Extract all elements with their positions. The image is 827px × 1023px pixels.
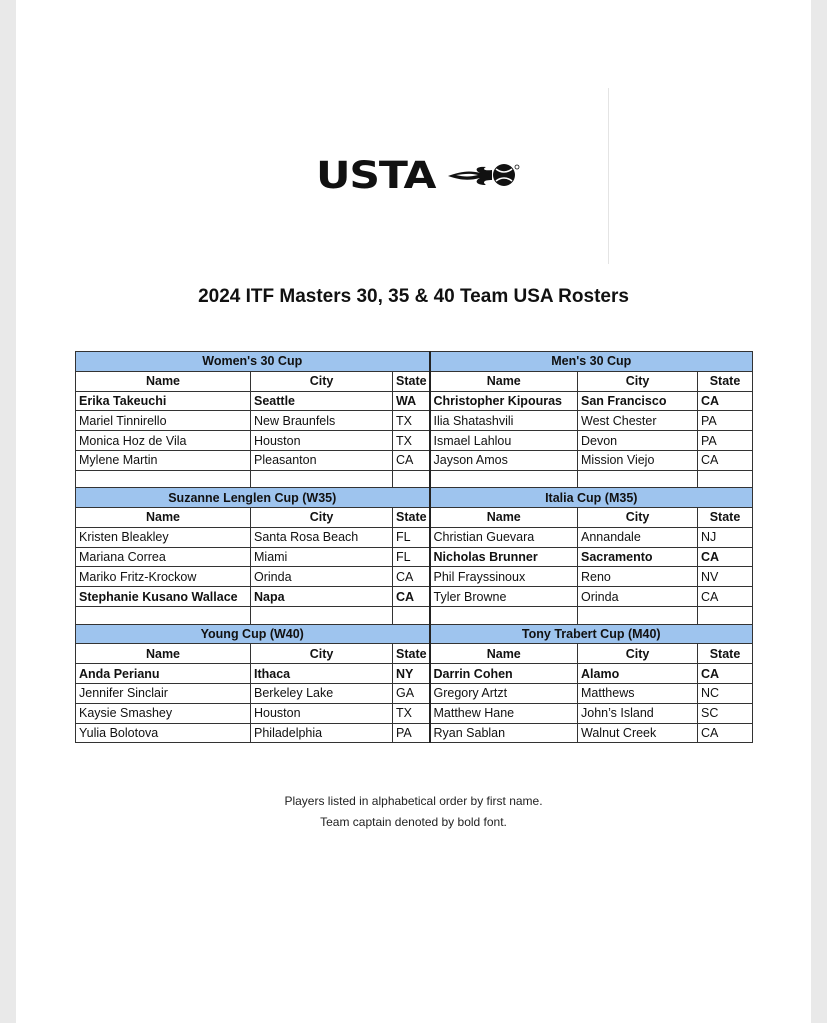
player-city: Seattle: [251, 391, 393, 411]
player-name: Anda Perianu: [76, 664, 251, 684]
player-state: CA: [698, 723, 753, 743]
empty-cell: [393, 470, 430, 488]
flaming-ball-icon: [446, 160, 520, 190]
player-name: Matthew Hane: [430, 703, 578, 723]
column-header-city: City: [251, 508, 393, 528]
player-state: GA: [393, 683, 430, 703]
column-header-name: Name: [430, 371, 578, 391]
player-name: Christopher Kipouras: [430, 391, 578, 411]
player-name: Tyler Browne: [430, 587, 578, 607]
column-header-state: State: [698, 508, 753, 528]
player-city: Annandale: [578, 527, 698, 547]
player-state: PA: [698, 411, 753, 431]
column-header-row: [76, 644, 753, 664]
player-name: Kaysie Smashey: [76, 703, 251, 723]
player-name: Mariana Correa: [76, 547, 251, 567]
column-header-city: City: [251, 371, 393, 391]
cup-title: Italia Cup (M35): [430, 488, 753, 508]
player-row: [76, 391, 753, 411]
player-city: Mission Viejo: [578, 450, 698, 470]
player-name: Jayson Amos: [430, 450, 578, 470]
column-header-name: Name: [76, 508, 251, 528]
player-city: Matthews: [578, 683, 698, 703]
column-header-name: Name: [430, 508, 578, 528]
cup-header-row: [76, 488, 753, 508]
player-row: [76, 703, 753, 723]
player-state: FL: [393, 547, 430, 567]
player-city: Alamo: [578, 664, 698, 684]
empty-cell: [578, 607, 698, 625]
player-name: Phil Frayssinoux: [430, 567, 578, 587]
player-state: TX: [393, 703, 430, 723]
cup-title: Women's 30 Cup: [76, 352, 430, 372]
empty-cell: [251, 607, 393, 625]
player-name: Erika Takeuchi: [76, 391, 251, 411]
player-name: Mariel Tinnirello: [76, 411, 251, 431]
cup-title: Young Cup (W40): [76, 624, 430, 644]
player-name: Mariko Fritz-Krockow: [76, 567, 251, 587]
column-header-city: City: [578, 371, 698, 391]
empty-cell: [698, 607, 753, 625]
player-state: CA: [698, 664, 753, 684]
logo-wordmark: USTA: [316, 154, 436, 197]
player-city: Walnut Creek: [578, 723, 698, 743]
player-name: Ryan Sablan: [430, 723, 578, 743]
player-name: Stephanie Kusano Wallace: [76, 587, 251, 607]
player-city: Philadelphia: [251, 723, 393, 743]
cup-header-row: [76, 352, 753, 372]
empty-cell: [698, 470, 753, 488]
player-city: Reno: [578, 567, 698, 587]
usta-logo: [316, 156, 526, 196]
player-state: CA: [393, 567, 430, 587]
column-header-name: Name: [76, 371, 251, 391]
player-city: Orinda: [578, 587, 698, 607]
player-state: PA: [698, 431, 753, 451]
player-city: Houston: [251, 703, 393, 723]
player-city: John’s Island: [578, 703, 698, 723]
player-row: [76, 664, 753, 684]
player-state: CA: [698, 587, 753, 607]
column-header-city: City: [578, 644, 698, 664]
player-state: WA: [393, 391, 430, 411]
document-title: 2024 ITF Masters 30, 35 & 40 Team USA Rosters: [198, 286, 629, 307]
player-state: CA: [393, 587, 430, 607]
spacer-row: [76, 607, 753, 625]
empty-cell: [76, 607, 251, 625]
player-name: Gregory Artzt: [430, 683, 578, 703]
column-header-name: Name: [430, 644, 578, 664]
cup-title: Men's 30 Cup: [430, 352, 753, 372]
player-state: FL: [393, 527, 430, 547]
player-name: Darrin Cohen: [430, 664, 578, 684]
empty-cell: [430, 607, 578, 625]
player-city: Berkeley Lake: [251, 683, 393, 703]
cup-title: Suzanne Lenglen Cup (W35): [76, 488, 430, 508]
player-city: Sacramento: [578, 547, 698, 567]
empty-cell: [430, 470, 578, 488]
column-header-city: City: [578, 508, 698, 528]
player-row: [76, 547, 753, 567]
player-row: [76, 431, 753, 451]
empty-cell: [578, 470, 698, 488]
player-city: West Chester: [578, 411, 698, 431]
column-header-name: Name: [76, 644, 251, 664]
column-header-state: State: [393, 371, 430, 391]
player-state: CA: [698, 391, 753, 411]
scan-divider-line: [608, 88, 609, 264]
player-city: Orinda: [251, 567, 393, 587]
column-header-city: City: [251, 644, 393, 664]
player-city: Napa: [251, 587, 393, 607]
player-name: Ismael Lahlou: [430, 431, 578, 451]
player-state: NC: [698, 683, 753, 703]
empty-cell: [393, 607, 430, 625]
cup-title: Tony Trabert Cup (M40): [430, 624, 753, 644]
player-name: Mylene Martin: [76, 450, 251, 470]
roster-table-body: [76, 352, 753, 743]
player-row: [76, 587, 753, 607]
player-row: [76, 567, 753, 587]
player-row: [76, 683, 753, 703]
player-name: Yulia Bolotova: [76, 723, 251, 743]
player-name: Nicholas Brunner: [430, 547, 578, 567]
document-page: [16, 0, 811, 1023]
player-row: [76, 723, 753, 743]
player-state: TX: [393, 411, 430, 431]
player-city: New Braunfels: [251, 411, 393, 431]
player-state: CA: [698, 450, 753, 470]
player-name: Monica Hoz de Vila: [76, 431, 251, 451]
player-state: CA: [393, 450, 430, 470]
player-state: SC: [698, 703, 753, 723]
player-city: Santa Rosa Beach: [251, 527, 393, 547]
player-city: Pleasanton: [251, 450, 393, 470]
column-header-state: State: [393, 644, 430, 664]
player-name: Christian Guevara: [430, 527, 578, 547]
player-state: CA: [698, 547, 753, 567]
column-header-row: [76, 508, 753, 528]
player-city: Miami: [251, 547, 393, 567]
player-city: Ithaca: [251, 664, 393, 684]
player-city: Houston: [251, 431, 393, 451]
player-state: NV: [698, 567, 753, 587]
empty-cell: [76, 470, 251, 488]
column-header-state: State: [698, 644, 753, 664]
cup-header-row: [76, 624, 753, 644]
player-city: Devon: [578, 431, 698, 451]
footnote-captain: Team captain denoted by bold font.: [320, 815, 507, 829]
player-row: [76, 411, 753, 431]
column-header-row: [76, 371, 753, 391]
player-city: San Francisco: [578, 391, 698, 411]
player-name: Ilia Shatashvili: [430, 411, 578, 431]
player-state: TX: [393, 431, 430, 451]
player-row: [76, 527, 753, 547]
roster-table: [75, 351, 753, 743]
column-header-state: State: [698, 371, 753, 391]
spacer-row: [76, 470, 753, 488]
player-state: PA: [393, 723, 430, 743]
player-name: Kristen Bleakley: [76, 527, 251, 547]
empty-cell: [251, 470, 393, 488]
player-row: [76, 450, 753, 470]
player-state: NJ: [698, 527, 753, 547]
player-name: Jennifer Sinclair: [76, 683, 251, 703]
player-state: NY: [393, 664, 430, 684]
column-header-state: State: [393, 508, 430, 528]
footnote-order: Players listed in alphabetical order by first name.: [284, 794, 543, 808]
